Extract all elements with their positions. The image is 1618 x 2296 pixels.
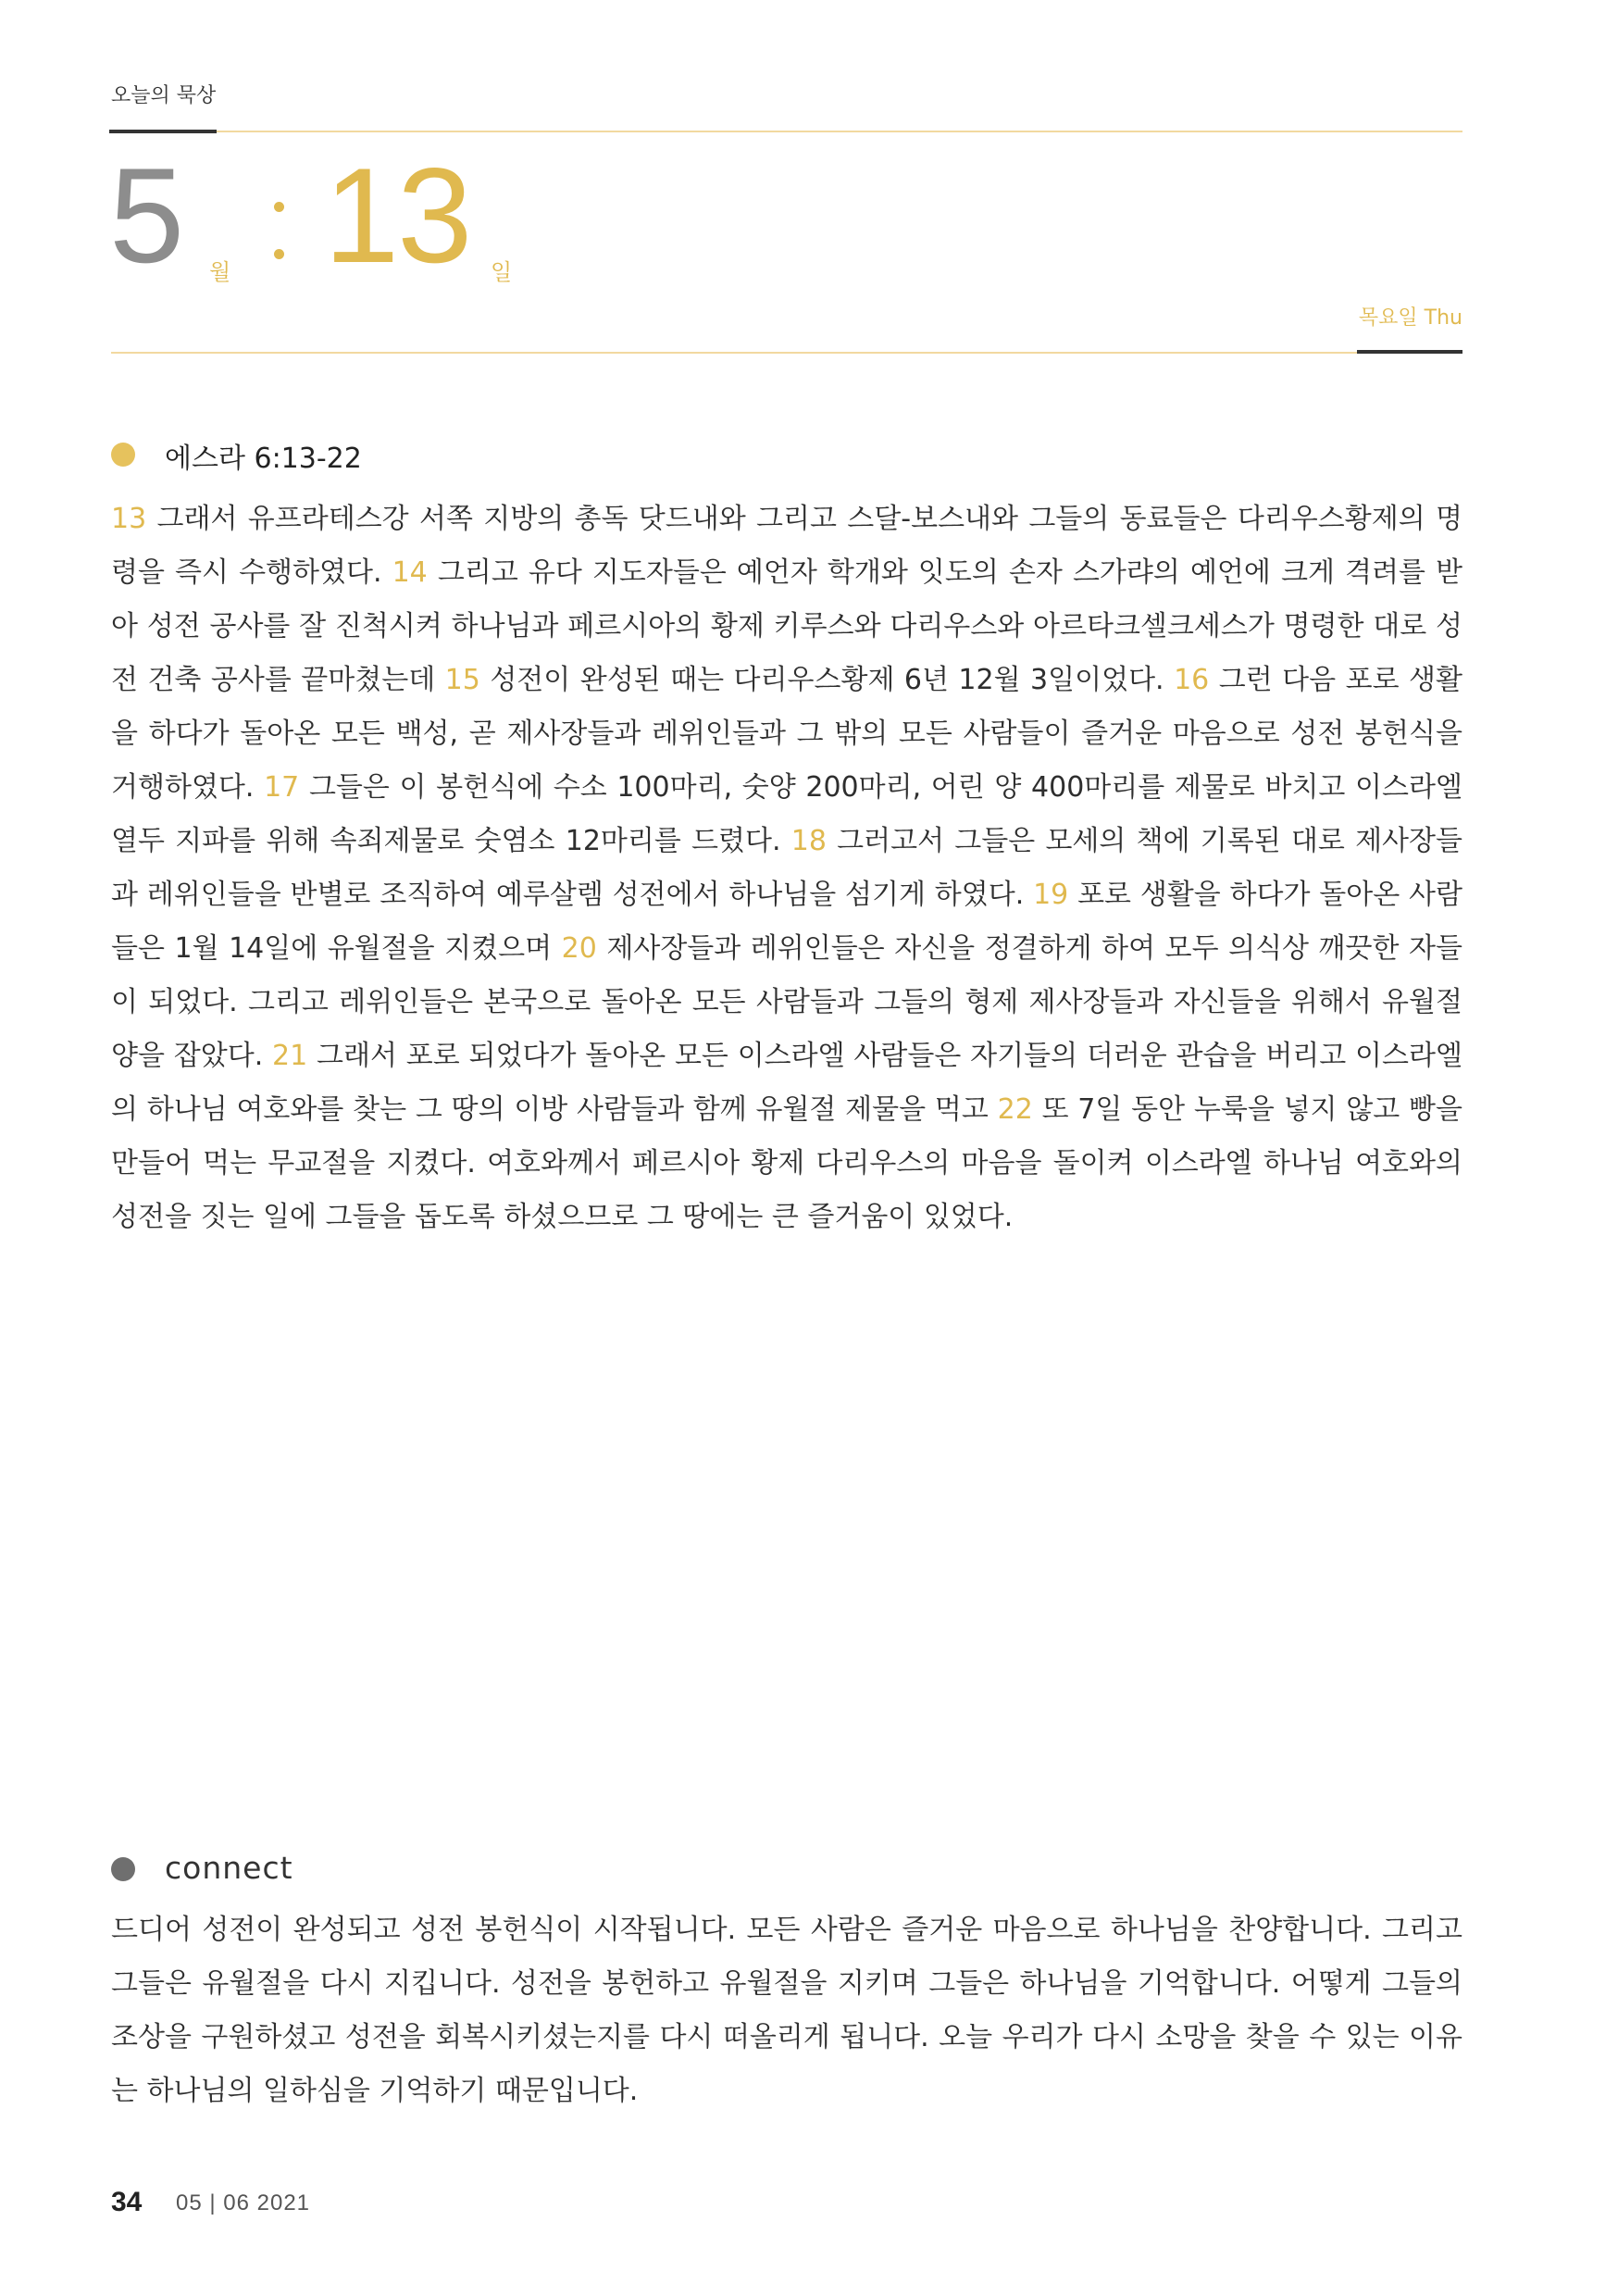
issue-date: 05 | 06 2021 [176, 2190, 311, 2215]
verse-number: 13 [111, 503, 147, 535]
verse-number: 17 [264, 771, 300, 804]
date-divider [111, 352, 1357, 354]
verse-text: 그런 다음 포로 생활을 하다가 돌아온 모든 백성, 곧 제사장들과 레위인들과 그 밖의 모든 사람들이 즐거운 마음으로 성전 봉헌식을 거행하였다. [111, 664, 1462, 804]
verse-text: 그들은 이 봉헌식에 수소 100마리, 숫양 200마리, 어린 양 400마리를 제물로 바치고 이스라엘 열두 지파를 위해 속죄제물로 숫염소 12마리를 드렸다. [111, 771, 1462, 857]
scripture-reference: 에스라 6:13-22 [165, 443, 362, 475]
verse-number: 19 [1033, 879, 1069, 911]
connect-paragraph: 드디어 성전이 완성되고 성전 봉헌식이 시작됩니다. 모든 사람은 즐거운 마음으로 하나님을 찬양합니다. 그리고 그들은 유월절을 다시 지킵니다. 성전을 봉헌하고 유월절을 지키며 그들은 하나님을 기억합니다. 어떻게 그들의 조상을 구원하셨고 성전을 회복시키셨는지를 다시 떠올리게 됩니다. 오늘 우리가 다시 소망을 찾을 수 있는 이유는 하나님의 일하심을 기억하기 때문입니다. [111, 1914, 1462, 2107]
verse-text: 그래서 유프라테스강 서쪽 지방의 총독 닷드내와 그리고 스달-보스내와 그들의 동료들은 다리우스황제의 명령을 즉시 수행하였다. [111, 503, 1462, 589]
verse-number: 15 [444, 664, 480, 696]
verse-text: 그러고서 그들은 모세의 책에 기록된 대로 제사장들과 레위인들을 반별로 조직하여 예루살렘 성전에서 하나님을 섬기게 하였다. [111, 825, 1462, 911]
verse-text: 포로 생활을 하다가 돌아온 사람들은 1월 14일에 유월절을 지켰으며 [111, 879, 1462, 965]
month-number: 5 [109, 140, 183, 291]
day-number: 13 [324, 140, 471, 291]
header-divider [217, 131, 1462, 132]
weekday-label: 목요일 Thu [1358, 306, 1462, 330]
verse-number: 14 [392, 556, 428, 589]
day-unit: 일 [491, 259, 513, 285]
verse-number: 22 [997, 1093, 1033, 1126]
verse-text: 그래서 포로 되었다가 돌아온 모든 이스라엘 사람들은 자기들의 더러운 관습을 버리고 이스라엘의 하나님 여호와를 찾는 그 땅의 이방 사람들과 함께 유월절 제물을 먹고 [111, 1040, 1462, 1126]
verse-text: 그리고 유다 지도자들은 예언자 학개와 잇도의 손자 스가랴의 예언에 크게 격려를 받아 성전 공사를 잘 진척시켜 하나님과 페르시아의 황제 키루스와 다리우스와 아르타크셀크세스가 명령한 대로 성전 건축 공사를 끝마쳤는데 [111, 556, 1462, 696]
section-title: 오늘의 묵상 [111, 84, 217, 107]
page-number: 34 [111, 2187, 143, 2217]
verse-number: 21 [272, 1040, 308, 1072]
date-colon [274, 202, 285, 296]
month-unit: 월 [209, 259, 231, 285]
weekday-underline [1357, 350, 1462, 354]
scripture-bullet-icon [111, 443, 135, 467]
header-underline [109, 130, 217, 133]
verse-text: 성전이 완성된 때는 다리우스황제 6년 12월 3일이었다. [490, 664, 1164, 696]
scripture-passage [111, 493, 1462, 1244]
verse-number: 16 [1174, 664, 1210, 696]
verse-text: 또 7일 동안 누룩을 넣지 않고 빵을 만들어 먹는 무교절을 지켰다. 여호와께서 페르시아 황제 다리우스의 마음을 돌이켜 이스라엘 하나님 여호와의 성전을 짓는 일에 그들을 돕도록 하셨으므로 그 땅에는 큰 즐거움이 있었다. [111, 1093, 1462, 1233]
verse-text: 제사장들과 레위인들은 자신을 정결하게 하여 모두 의식상 깨끗한 자들이 되었다. 그리고 레위인들은 본국으로 돌아온 모든 사람들과 그들의 형제 제사장들과 자신들을 위해서 유월절 양을 잡았다. [111, 932, 1462, 1072]
connect-heading: connect [165, 1850, 293, 1886]
connect-bullet-icon [111, 1857, 135, 1881]
verse-number: 18 [790, 825, 827, 857]
verse-number: 20 [561, 932, 597, 965]
